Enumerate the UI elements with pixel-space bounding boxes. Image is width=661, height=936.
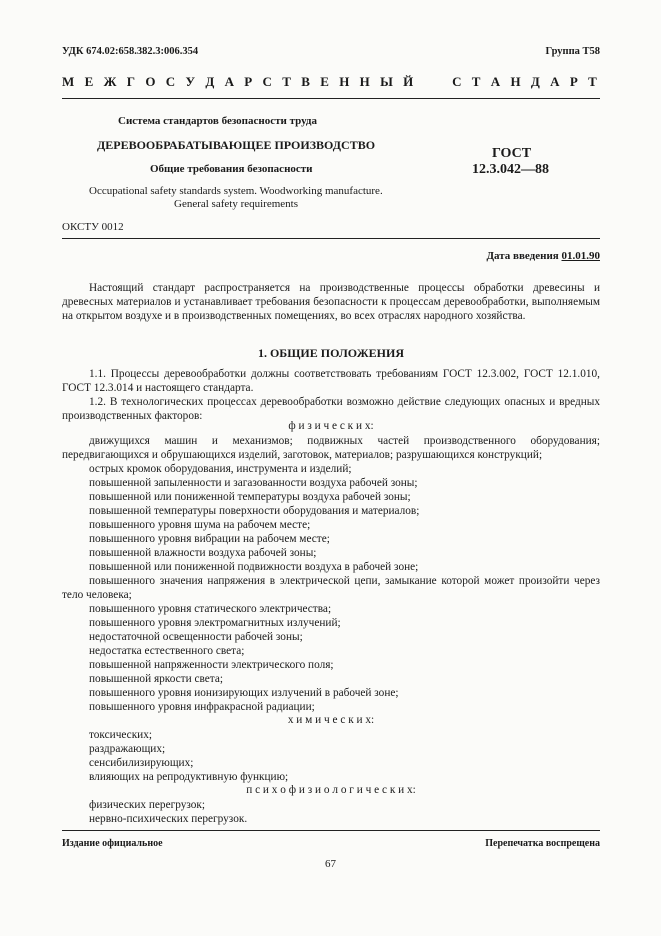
physical-factor-item: повышенного уровня статического электричества; — [89, 603, 332, 615]
system-title: Система стандартов безопасности труда — [118, 115, 317, 127]
english-title-line1: Occupational safety standards system. Woodworking manufacture. — [89, 185, 383, 197]
english-title-line2: General safety requirements — [174, 198, 298, 210]
intro-date — [486, 250, 600, 262]
standard-banner: М Е Ж Г О С У Д А Р С Т В Е Н Н Ы Й С Т А Н Д А Р Т — [62, 74, 600, 89]
physical-factor-item: повышенного уровня ионизирующих излучений в рабочей зоне; — [89, 687, 399, 699]
physical-factor-item: повышенного уровня инфракрасной радиации; — [89, 701, 315, 713]
physical-factor-item: повышенной температуры поверхности оборудования и материалов; — [89, 505, 420, 517]
physical-factors-header: ф и з и ч е с к и х: — [288, 420, 374, 432]
physical-factor-item: повышенного уровня вибрации на рабочем месте; — [89, 533, 330, 545]
physical-factor-item: повышенного значения напряжения в электрической цепи, замыкание которой может произойти через тело человека; — [62, 575, 600, 602]
udk-code: УДК 674.02:658.382.3:006.354 — [62, 46, 199, 57]
physical-factor-item: повышенного уровня электромагнитных излучений; — [89, 617, 341, 629]
gost-label: ГОСТ — [492, 146, 532, 161]
clause-1-1: 1.1. Процессы деревообработки должны соответствовать требованиям ГОСТ 12.3.002, ГОСТ 12.1.010, ГОСТ 12.3.014 и настоящего стандарта. — [62, 368, 600, 395]
section-heading: 1. ОБЩИЕ ПОЛОЖЕНИЯ — [257, 346, 405, 360]
psycho-factor-item: физических перегрузок; — [89, 799, 206, 811]
page-number: 67 — [325, 858, 336, 870]
header-rule — [62, 98, 600, 99]
gost-number: 12.3.042—88 — [472, 162, 549, 177]
chemical-factor-item: токсических; — [89, 729, 153, 741]
footer-rule — [62, 830, 600, 831]
sub-title: Общие требования безопасности — [150, 163, 313, 175]
physical-factor-item: недостатка естественного света; — [89, 645, 245, 657]
physical-factor-item: повышенной или пониженной температуры воздуха рабочей зоны; — [89, 491, 411, 503]
intro-date-value: 01.01.90 — [561, 250, 600, 262]
chemical-factor-item: сенсибилизирующих; — [89, 757, 194, 769]
physical-factor-item: повышенной запыленности и загазованности воздуха рабочей зоны; — [89, 477, 418, 489]
intro-date-label: Дата введения — [486, 250, 559, 262]
psycho-factors-header: п с и х о ф и з и о л о г и ч е с к и х: — [246, 784, 416, 796]
psycho-factor-item: нервно-психических перегрузок. — [89, 813, 248, 825]
okstu-rule — [62, 238, 600, 239]
intro-paragraph: Настоящий стандарт распространяется на производственные процессы обработки древесины и древесных материалов и устанавливает требования безопасности к процессам деревообработки, выполняемым на открытом воздухе и в производственных помещениях, во всех отраслях народного хозяйства. — [62, 282, 600, 323]
chemical-factor-item: влияющих на репродуктивную функцию; — [89, 771, 289, 783]
physical-factor-item: движущихся машин и механизмов; подвижных частей производственного оборудования; передвигающихся и обрушающихся изделий, заготовок, материалов; разрушающихся конструкций; — [62, 435, 600, 462]
physical-factor-item: повышенной или пониженной подвижности воздуха в рабочей зоне; — [89, 561, 419, 573]
main-title: ДЕРЕВООБРАБАТЫВАЮЩЕЕ ПРОИЗВОДСТВО — [97, 138, 376, 152]
edition-note: Издание официальное — [62, 838, 163, 849]
chemical-factors-header: х и м и ч е с к и х: — [287, 714, 375, 726]
okstu-code: ОКСТУ 0012 — [62, 221, 124, 233]
clause-1-2: 1.2. В технологических процессах деревообработки возможно действие следующих опасных и вредных производственных факторов: — [62, 396, 600, 423]
physical-factor-item: повышенной влажности воздуха рабочей зоны; — [89, 547, 317, 559]
chemical-factor-item: раздражающих; — [89, 743, 166, 755]
group-code: Группа Т58 — [545, 46, 600, 57]
physical-factor-item: недостаточной освещенности рабочей зоны; — [89, 631, 303, 643]
physical-factor-item: повышенной напряженности электрического поля; — [89, 659, 334, 671]
reprint-note: Перепечатка воспрещена — [485, 838, 600, 849]
physical-factor-item: повышенной яркости света; — [89, 673, 223, 685]
physical-factor-item: острых кромок оборудования, инструмента и изделий; — [89, 463, 352, 475]
physical-factor-item: повышенного уровня шума на рабочем месте; — [89, 519, 311, 531]
